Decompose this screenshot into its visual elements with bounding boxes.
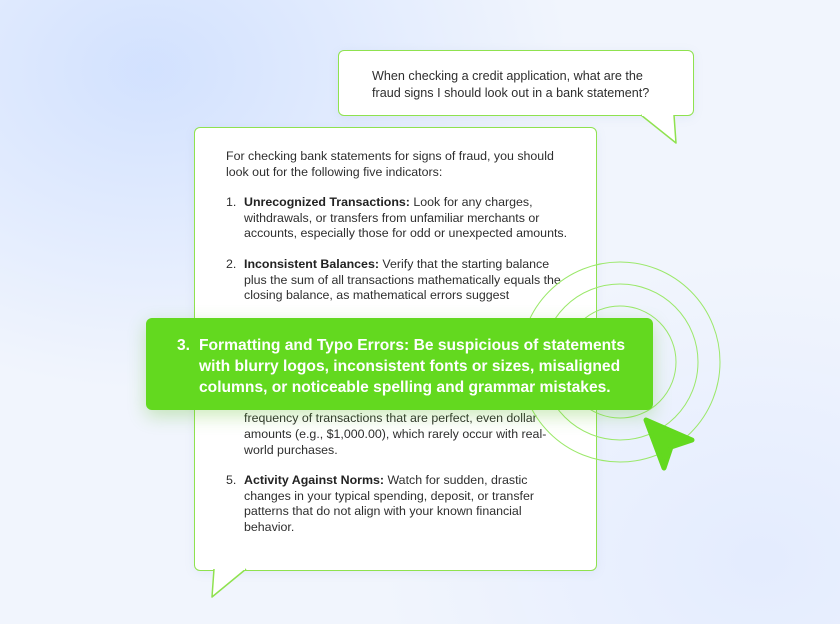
list-item-number: 2. xyxy=(226,256,237,271)
list-item-title: Inconsistent Balances: xyxy=(244,256,379,271)
user-bubble-tail xyxy=(640,114,680,144)
answer-intro: For checking bank statements for signs of fraud, you should look out for the following five indicators: xyxy=(226,149,554,179)
list-item xyxy=(226,195,568,242)
list-item-title: Formatting and Typo Errors: xyxy=(199,337,410,354)
list-item xyxy=(226,257,568,304)
list-item-number: 3. xyxy=(177,337,191,354)
list-item-title: Activity Against Norms: xyxy=(244,473,384,488)
list-item-body xyxy=(244,473,568,535)
answer-bubble-tail xyxy=(208,568,248,598)
list-item-text: Watch for sudden, drastic changes in your typical spending, deposit, or transfer patterns that do not align with your known financial behavior. xyxy=(244,473,534,534)
list-item-number: 1. xyxy=(226,195,237,210)
list-item-text: Look for any charges, withdrawals, or transfers from unfamiliar merchants or accounts, especially those for odd or unexpected amounts. xyxy=(244,195,568,241)
list-item-text: Be suspicious of statements with blurry logos, inconsistent fonts or sizes, misaligned columns, or noticeable spelling and grammar mistakes. xyxy=(199,337,626,396)
list-item-text: Verify that the starting balance plus the sum of all transactions mathematically equals the closing balance, as mathematical errors suggest xyxy=(244,256,561,303)
highlighted-list-item[interactable] xyxy=(146,318,653,410)
list-item xyxy=(226,473,568,535)
user-message-bubble xyxy=(338,50,694,116)
list-item-body xyxy=(199,335,633,410)
list-item-title: Unrecognized Transactions: xyxy=(244,195,410,210)
list-item-number: 5. xyxy=(226,473,237,488)
list-item-text: frequency of transactions that are perfect, even dollar amounts (e.g., $1,000.00), which rarely occur with real-world purchases. xyxy=(244,411,547,457)
user-message-text: When checking a credit application, what are the fraud signs I should look out in a bank statement? xyxy=(372,69,650,100)
pointer-arrow-icon xyxy=(640,414,696,474)
list-item-body xyxy=(244,195,568,242)
